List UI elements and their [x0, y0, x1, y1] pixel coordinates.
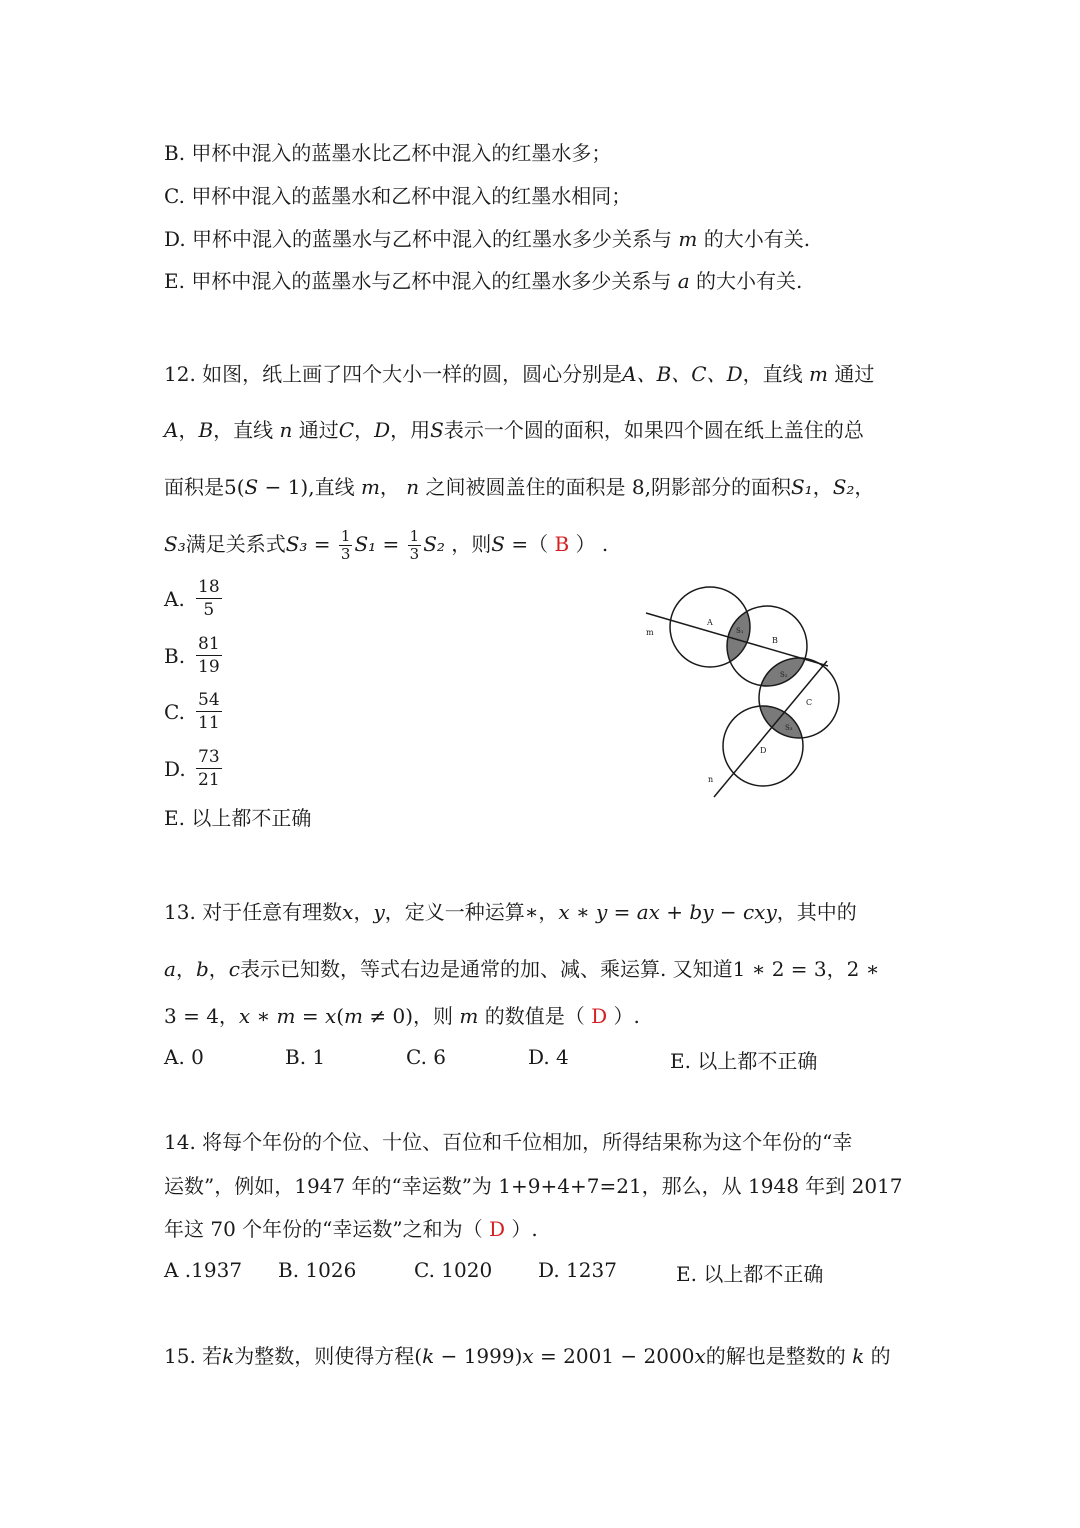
label-s3: S₃ [785, 724, 793, 732]
q12-line-3: 面积是5(S − 1),直线 m， n 之间被圆盖住的面积是 8,阴影部分的面积S₁，S₂， [164, 475, 875, 499]
q13-option-c: C. 6 [406, 1045, 447, 1069]
q11-option-e: E. 甲杯中混入的蓝墨水与乙杯中混入的红墨水多少关系与 a 的大小有关. [164, 269, 803, 293]
q14-option-c: C. 1020 [414, 1258, 493, 1282]
q12-answer: B [554, 532, 570, 556]
label-m: m [646, 628, 654, 637]
q13-option-d: D. 4 [528, 1045, 569, 1069]
label-c: C [806, 698, 813, 707]
q12-option-b: B. $\frac{81}{19}$ [164, 634, 220, 677]
q13-line-1: 13. 对于任意有理数x，y，定义一种运算∗，x ∗ y = ax + by − cxy，其中的 [164, 900, 857, 924]
label-a: A [707, 618, 713, 627]
q11-option-d: D. 甲杯中混入的蓝墨水与乙杯中混入的红墨水多少关系与 m 的大小有关. [164, 227, 811, 251]
q11-option-c: C. 甲杯中混入的蓝墨水和乙杯中混入的红墨水相同； [164, 184, 632, 208]
q12-option-d: D. $\frac{73}{21}$ [164, 747, 220, 790]
q11-option-b: B. 甲杯中混入的蓝墨水比乙杯中混入的红墨水多； [164, 141, 612, 165]
q12-option-e: E. 以上都不正确 [164, 806, 312, 830]
label-n: n [708, 775, 714, 784]
q14-option-a: A .1937 [164, 1258, 243, 1282]
q15-line-1: 15. 若k为整数，则使得方程(k − 1999)x = 2001 − 2000x的解也是整数的 k 的 [164, 1344, 891, 1368]
fraction-one-third: $\frac{1}{3}$ [409, 527, 420, 563]
q13-line-2: a，b，c表示已知数，等式右边是通常的加、减、乘运算. 又知道1 ∗ 2 = 3，2 ∗ [164, 957, 880, 981]
q14-line-3: 年这 70 个年份的“幸运数”之和为（ D ）. [164, 1217, 538, 1241]
q12-line-4: S₃满足关系式S₃ = $\frac{1}{3}$ S₁ = $\frac{1}{3}$ S₂ ，则S =（ B ） . [164, 527, 609, 563]
label-s1: S₁ [736, 627, 744, 635]
q14-option-d: D. 1237 [538, 1258, 617, 1282]
q12-line-2: A，B，直线 n 通过C，D，用S表示一个圆的面积，如果四个圆在纸上盖住的总 [164, 418, 864, 442]
q13-option-b: B. 1 [285, 1045, 326, 1069]
label-d: D [760, 746, 767, 755]
q12-option-a: A. $\frac{18}{5}$ [164, 577, 220, 620]
q14-line-2: 运数”，例如，1947 年的“幸运数”为 1+9+4+7=21，那么，从 1948 年到 2017 [164, 1174, 903, 1198]
q12-option-c: C. $\frac{54}{11}$ [164, 690, 220, 733]
label-s2: S₂ [780, 671, 788, 679]
q14-option-e: E. 以上都不正确 [676, 1262, 824, 1286]
circles-figure [636, 580, 856, 800]
q14-line-1: 14. 将每个年份的个位、十位、百位和千位相加，所得结果称为这个年份的“幸 [164, 1130, 853, 1154]
label-b: B [772, 636, 778, 645]
q13-option-e: E. 以上都不正确 [670, 1049, 818, 1073]
q12-line-1: 12. 如图，纸上画了四个大小一样的圆，圆心分别是A、B、C、D，直线 m 通过 [164, 362, 875, 386]
q14-option-b: B. 1026 [278, 1258, 357, 1282]
q14-answer: D [488, 1217, 506, 1241]
q13-option-a: A. 0 [164, 1045, 204, 1069]
q13-line-3: 3 = 4，x ∗ m = x(m ≠ 0)，则 m 的数值是（ D ）. [164, 1004, 640, 1028]
q13-answer: D [591, 1004, 608, 1028]
fraction-one-third: $\frac{1}{3}$ [340, 527, 351, 563]
